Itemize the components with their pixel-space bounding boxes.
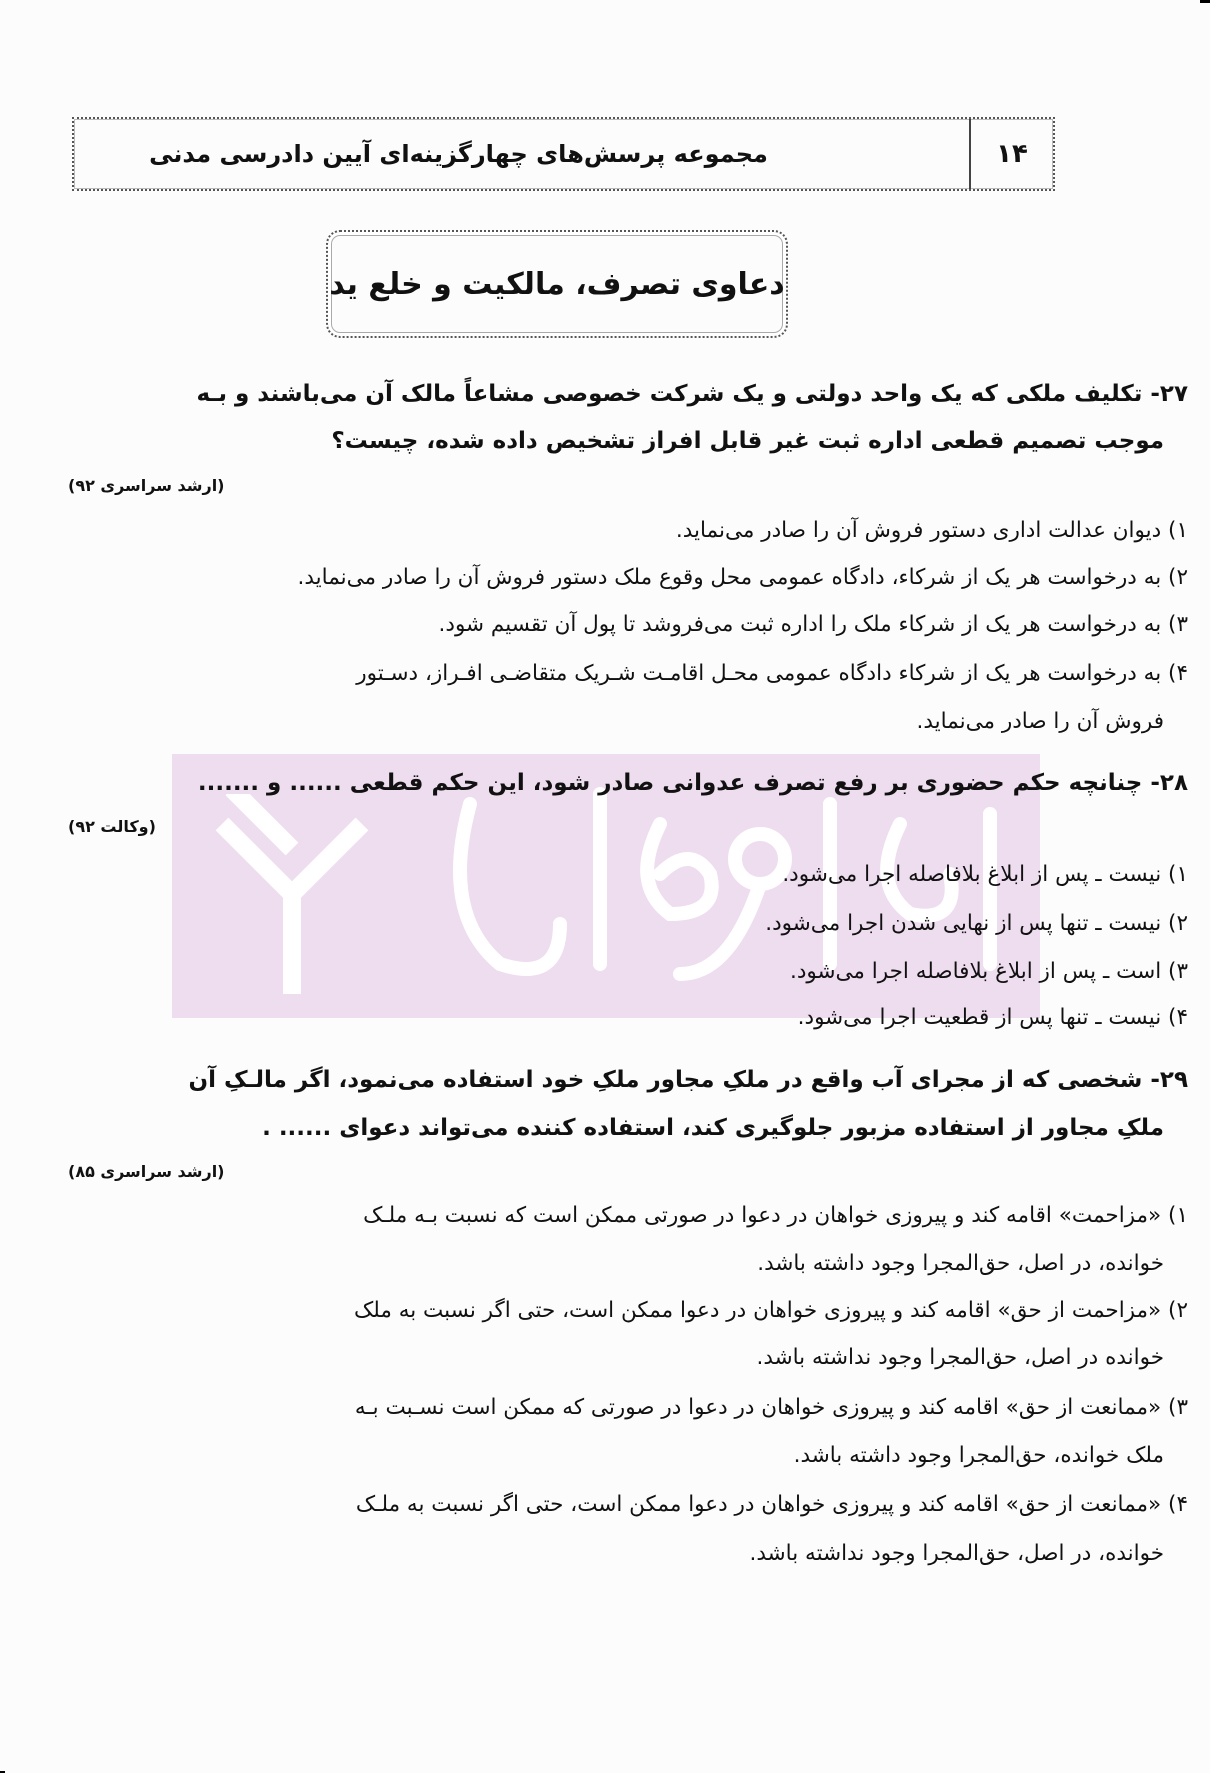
question-27-source: (ارشد سراسری ۹۲) [68, 476, 225, 495]
option-text: به درخواست هر یک از شرکاء، دادگاه عمومی محل وقوع ملک دستور فروش آن را صادر می‌نماید. [297, 565, 1162, 590]
option-text: است ـ پس از ابلاغ بلافاصله اجرا می‌شود. [789, 959, 1162, 984]
option-label: ۴) [1168, 661, 1188, 686]
question-29-option-4-cont: خوانده، در اصل، حق‌المجرا وجود نداشته باشد. [749, 1541, 1164, 1566]
option-label: ۴) [1168, 1492, 1188, 1517]
question-29-option-3[interactable] [355, 1395, 1188, 1420]
question-28-source: (وکالت ۹۲) [68, 817, 156, 836]
question-number: ۲۸- [1150, 770, 1188, 796]
question-27-option-3[interactable] [439, 612, 1188, 637]
option-label: ۲) [1168, 911, 1188, 936]
section-title-box [326, 230, 788, 338]
option-text: «مزاحمت از حق» اقامه کند و پیروزی خواهان در دعوا ممکن است، حتی اگر نسبت به ملک [353, 1298, 1162, 1323]
option-text: «ممانعت از حق» اقامه کند و پیروزی خواهان در دعوا در صورتی که ممکن است نسـبت بـه [354, 1395, 1162, 1420]
option-label: ۳) [1168, 1395, 1188, 1420]
question-number: ۲۹- [1150, 1067, 1188, 1093]
question-27-line-1 [197, 381, 1188, 407]
scan-corner-mark [1200, 0, 1210, 3]
section-title: دعاوی تصرف، مالکیت و خلع ید [329, 266, 785, 302]
question-29-option-2[interactable] [354, 1298, 1188, 1323]
option-text: نیست ـ تنها پس از قطعیت اجرا می‌شود. [797, 1005, 1162, 1030]
question-28-option-2[interactable] [765, 911, 1188, 936]
option-label: ۳) [1168, 959, 1188, 984]
question-29-option-3-cont: ملک خوانده، حق‌المجرا وجود داشته باشد. [793, 1443, 1164, 1468]
question-27-line-2: موجب تصمیم قطعی اداره ثبت غیر قابل افراز تشخیص داده شده، چیست؟ [331, 428, 1164, 454]
question-29-option-2-cont: خوانده در اصل، حق‌المجرا وجود نداشته باشد. [756, 1345, 1164, 1370]
book-title: مجموعه پرسش‌های چهارگزینه‌ای آیین دادرسی مدنی [149, 140, 768, 168]
question-text: تکلیف ملکی که یک واحد دولتی و یک شرکت خصوصی مشاعاً مالک آن می‌باشند و بـه [196, 381, 1143, 407]
option-text: به درخواست هر یک از شرکاء دادگاه عمومی محـل اقامـت شـریک متقاضـی افـراز، دسـتور [356, 661, 1162, 686]
question-29-option-1-cont: خوانده، در اصل، حق‌المجرا وجود داشته باشد. [757, 1251, 1164, 1276]
fork-logo-icon [212, 794, 372, 994]
option-text: نیست ـ تنها پس از نهایی شدن اجرا می‌شود. [765, 911, 1162, 936]
option-text: «مزاحمت» اقامه کند و پیروزی خواهان در دعوا در صورتی ممکن است که نسبت بـه ملـک [363, 1203, 1162, 1228]
option-text: «ممانعت از حق» اقامه کند و پیروزی خواهان در دعوا ممکن است، حتی اگر نسبت به ملـک [355, 1492, 1162, 1517]
option-label: ۳) [1168, 612, 1188, 637]
option-label: ۱) [1168, 518, 1188, 543]
question-27-option-4-cont: فروش آن را صادر می‌نماید. [916, 709, 1164, 734]
running-header [72, 117, 1055, 191]
option-text: نیست ـ پس از ابلاغ بلافاصله اجرا می‌شود. [782, 862, 1162, 887]
option-text: دیوان عدالت اداری دستور فروش آن را صادر می‌نماید. [675, 518, 1162, 543]
question-27-option-2[interactable] [298, 565, 1188, 590]
option-label: ۱) [1168, 862, 1188, 887]
option-label: ۲) [1168, 565, 1188, 590]
option-label: ۲) [1168, 1298, 1188, 1323]
option-label: ۴) [1168, 1005, 1188, 1030]
question-28-line-1 [198, 770, 1188, 796]
question-29-option-1[interactable] [363, 1203, 1188, 1228]
option-label: ۱) [1168, 1203, 1188, 1228]
question-28-option-4[interactable] [798, 1005, 1188, 1030]
question-28-option-1[interactable] [782, 862, 1188, 887]
question-text: چنانچه حکم حضوری بر رفع تصرف عدوانی صادر شود، این حکم قطعی ...... و ....... [197, 770, 1143, 796]
question-28-option-3[interactable] [790, 959, 1188, 984]
question-29-line-2: ملکِ مجاور از استفاده مزبور جلوگیری کند، استفاده کننده می‌تواند دعوای ...... . [262, 1115, 1164, 1141]
question-29-option-4[interactable] [356, 1492, 1188, 1517]
question-27-option-1[interactable] [676, 518, 1188, 543]
question-29-source: (ارشد سراسری ۸۵) [68, 1162, 225, 1181]
question-text: شخصی که از مجرای آب واقع در ملکِ مجاور ملکِ خود استفاده می‌نمود، اگر مالـکِ آن [188, 1067, 1143, 1093]
question-29-line-1 [188, 1067, 1188, 1093]
question-number: ۲۷- [1150, 381, 1188, 407]
question-27-option-4[interactable] [356, 661, 1188, 686]
page-number: ۱۴ [996, 139, 1028, 169]
option-text: به درخواست هر یک از شرکاء ملک را اداره ثبت می‌فروشد تا پول آن تقسیم شود. [438, 612, 1162, 637]
